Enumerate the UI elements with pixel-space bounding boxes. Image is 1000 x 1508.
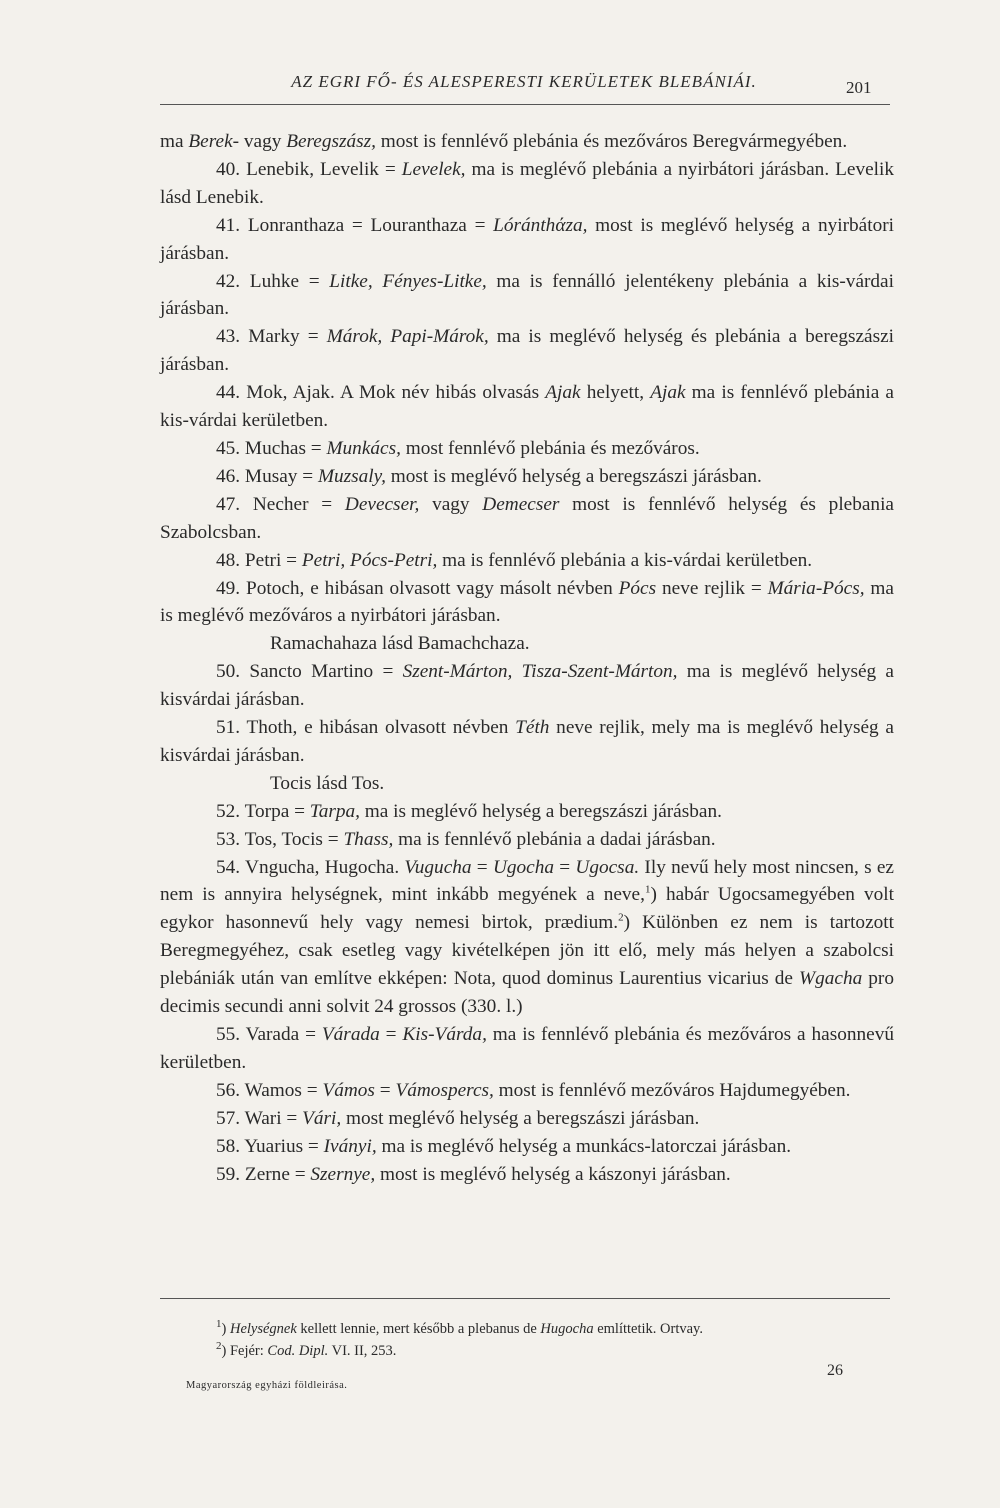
text-run: most fennlévő plebánia és mezőváros.: [400, 437, 700, 459]
italic-text: Munkács,: [326, 437, 401, 459]
text-run: vagy: [419, 493, 483, 515]
text-run: 55. Varada =: [216, 1024, 322, 1045]
footnote: [216, 1318, 876, 1340]
entry-paragraph: [160, 268, 894, 324]
italic-text: Levelek,: [401, 158, 466, 180]
entry-paragraph: [160, 491, 894, 547]
text-run: 53. Tos, Tocis =: [216, 828, 344, 850]
text-run: Ily nevű hely most nincsen, s ez nem is annyira helységnek, mint inkább megyének a neve,: [160, 856, 894, 906]
italic-text: Beregszász,: [286, 131, 376, 152]
entry-paragraph: [160, 714, 894, 770]
italic-text: Tarpa,: [309, 800, 360, 822]
entry-paragraph: [160, 575, 894, 631]
entry-paragraph: [160, 463, 894, 491]
italic-text: Iványi,: [323, 1135, 377, 1157]
footnote-rule: [160, 1298, 890, 1299]
footnote-marker: 2: [618, 911, 624, 924]
text-run: Ramachahaza lásd Bamachchaza.: [270, 633, 530, 655]
italic-text: Téth: [515, 717, 550, 739]
text-run: most is meglévő helység a beregszászi járásban.: [385, 465, 762, 487]
text-run: 56. Wamos =: [216, 1079, 323, 1101]
entry-paragraph: [160, 323, 894, 379]
italic-text: Berek-: [188, 131, 240, 152]
page-number: 201: [846, 78, 872, 97]
footnotes: [216, 1318, 876, 1362]
entry-paragraph: [160, 1133, 894, 1161]
text-run: =: [554, 856, 576, 878]
text-run: most meglévő helység a beregszászi járásban.: [341, 1107, 700, 1129]
italic-text: Wgacha: [799, 968, 863, 990]
text-run: 57. Wari =: [216, 1107, 303, 1129]
text-run: 52. Torpa =: [216, 800, 310, 822]
text-run: neve rejlik, mely ma is meglévő helység a kisvárdai járásban.: [160, 717, 894, 766]
text-run: 44. Mok, Ajak. A Mok név hibás olvasás: [216, 382, 546, 404]
text-run: ma is fennlévő plebánia és mezőváros a hasonnevű kerületben.: [160, 1024, 894, 1073]
header-rule: [160, 104, 890, 105]
text-run: helyett,: [580, 382, 651, 404]
text-run: =: [379, 1024, 403, 1045]
footnote-marker: 1: [216, 1318, 222, 1331]
footnote-marker: 2: [216, 1340, 222, 1353]
text-run: 58. Yuarius =: [216, 1135, 324, 1157]
italic-text: Lóránthάza,: [493, 214, 588, 236]
italic-text: Thass,: [343, 828, 394, 850]
footnote-marker: 1: [644, 884, 651, 897]
italic-text: Várada: [321, 1024, 380, 1045]
text-run: 51. Thoth, e hibásan olvasott névben: [216, 717, 516, 739]
entry-paragraph: [160, 547, 894, 575]
text-run: most is fennlévő plebánia és mezőváros Beregvármegyében.: [375, 131, 848, 152]
text-run: 45. Muchas =: [216, 437, 327, 459]
text-run: ) Fejér:: [221, 1343, 268, 1359]
italic-text: Szernye,: [310, 1163, 376, 1185]
text-run: =: [471, 856, 493, 878]
text-run: ma: [160, 131, 189, 152]
text-run: kellett lennie, mert később a plebanus de: [296, 1321, 541, 1337]
text-run: most is meglévő helység a kászonyi járásban.: [375, 1163, 731, 1185]
entry-paragraph: [160, 798, 894, 826]
footnote: [216, 1340, 876, 1362]
italic-text: Litke, Fényes-Litke,: [329, 270, 487, 292]
text-run: 47. Necher =: [216, 493, 345, 515]
italic-text: Ajak: [650, 382, 686, 404]
signature-title: Magyarország egyházi földleirása.: [186, 1380, 348, 1391]
entry-paragraph: [160, 156, 894, 212]
text-run: most is fennlévő helység és plebania Szabolcsban.: [160, 493, 894, 543]
italic-text: Vugucha: [404, 856, 472, 878]
text-run: említtetik. Ortvay.: [593, 1321, 703, 1337]
text-run: ma is fennlévő plebánia a dadai járásban.: [393, 828, 716, 850]
entry-paragraph: [160, 826, 894, 854]
entry-paragraph: [160, 128, 894, 156]
italic-text: Pócs: [618, 577, 657, 599]
entry-paragraph: [160, 1021, 894, 1077]
entry-paragraph: [160, 1105, 894, 1133]
italic-text: Kis-Várda,: [402, 1024, 487, 1045]
body-text: [160, 128, 894, 1188]
text-run: 40. Lenebik, Levelik =: [216, 158, 402, 180]
text-run: 54. Vngucha, Hugocha.: [216, 856, 405, 878]
italic-text: Devecser,: [344, 493, 420, 515]
text-run: Tocis lásd Tos.: [270, 772, 385, 794]
italic-text: Ugocsa.: [575, 856, 640, 878]
text-run: ma is meglévő mezőváros a nyirbátori járásban.: [160, 577, 894, 627]
text-run: ma is meglévő helység és plebánia a beregszászi járásban.: [160, 326, 894, 376]
entry-paragraph: [160, 854, 894, 1021]
text-run: ma is meglévő helység a kisvárdai járásban.: [160, 661, 894, 711]
italic-text: Demecser: [482, 493, 560, 515]
italic-text: Hugocha: [540, 1321, 594, 1337]
italic-text: Vámos: [322, 1079, 375, 1101]
text-run: most is fennlévő mezőváros Hajdumegyében.: [493, 1079, 851, 1101]
text-run: most is meglévő helység a nyirbátori járásban.: [160, 214, 894, 264]
entry-paragraph: [160, 658, 894, 714]
text-run: ma is fennálló jelentékeny plebánia a kis-várdai járásban.: [160, 270, 894, 320]
text-run: 48. Petri =: [216, 549, 302, 571]
text-run: 46. Musay =: [216, 465, 318, 487]
italic-text: Vári,: [302, 1107, 342, 1129]
italic-text: Szent-Márton, Tisza-Szent-Márton,: [402, 661, 678, 683]
text-run: neve rejlik =: [656, 577, 768, 599]
italic-text: Ajak: [545, 382, 581, 404]
text-run: ma is meglévő helység a munkács-latorczai járásban.: [376, 1135, 792, 1157]
text-run: ) Különben ez nem is tartozott Beregmegyéhez, csak esetleg vagy kivételképen jön itt elő, mely más helyen a szabolcsi plebániák után van említve ekképen: Nota, quod dominus Laurentius vicarius de: [160, 912, 894, 990]
text-run: =: [374, 1079, 396, 1101]
entry-paragraph: [160, 1077, 894, 1105]
text-run: pro decimis secundi anni solvit 24 grossos (330. l.): [160, 968, 894, 1018]
italic-text: Muzsaly,: [317, 465, 386, 487]
text-run: 42. Luhke =: [216, 270, 330, 292]
text-run: 50. Sancto Martino =: [216, 661, 403, 683]
italic-text: Ugocha: [492, 856, 554, 878]
italic-text: Márok, Papi-Márok,: [326, 326, 489, 348]
running-head: AZ EGRI FŐ- ÉS ALESPERESTI KERÜLETEK BLEBÁNIÁI.: [291, 72, 757, 91]
italic-text: Helységnek: [229, 1321, 297, 1337]
text-run: VI. II, 253.: [328, 1343, 397, 1359]
text-run: ) habár Ugocsamegyében volt egykor hasonnevű hely vagy nemesi birtok, prædium.: [160, 884, 894, 934]
italic-text: Vámospercs,: [395, 1079, 494, 1101]
text-run: ): [221, 1321, 230, 1337]
italic-text: Petri, Pócs-Petri,: [301, 549, 438, 571]
text-run: ma is meglévő plebánia a nyirbátori járásban. Levelik lásd Lenebik.: [160, 158, 895, 208]
text-run: 49. Potoch, e hibásan olvasott vagy másolt névben: [216, 577, 619, 599]
italic-text: Mária-Pócs,: [767, 577, 865, 599]
cross-reference: [160, 770, 894, 798]
text-run: 41. Lonranthaza = Louranthaza =: [216, 214, 494, 236]
text-run: ma is fennlévő plebánia a kis-várdai kerületben.: [437, 549, 813, 571]
entry-paragraph: [160, 435, 894, 463]
cross-reference: [160, 630, 894, 658]
entry-paragraph: [160, 379, 894, 435]
entry-paragraph: [160, 212, 894, 268]
text-run: ma is meglévő helység a beregszászi járásban.: [359, 800, 722, 822]
text-run: 43. Marky =: [216, 326, 327, 348]
signature-number: 26: [827, 1362, 843, 1379]
text-run: 59. Zerne =: [216, 1163, 311, 1185]
text-run: vagy: [239, 131, 287, 152]
entry-paragraph: [160, 1161, 894, 1189]
italic-text: Cod. Dipl.: [267, 1343, 329, 1359]
text-run: ma is fennlévő plebánia a kis-várdai kerületben.: [160, 382, 894, 432]
